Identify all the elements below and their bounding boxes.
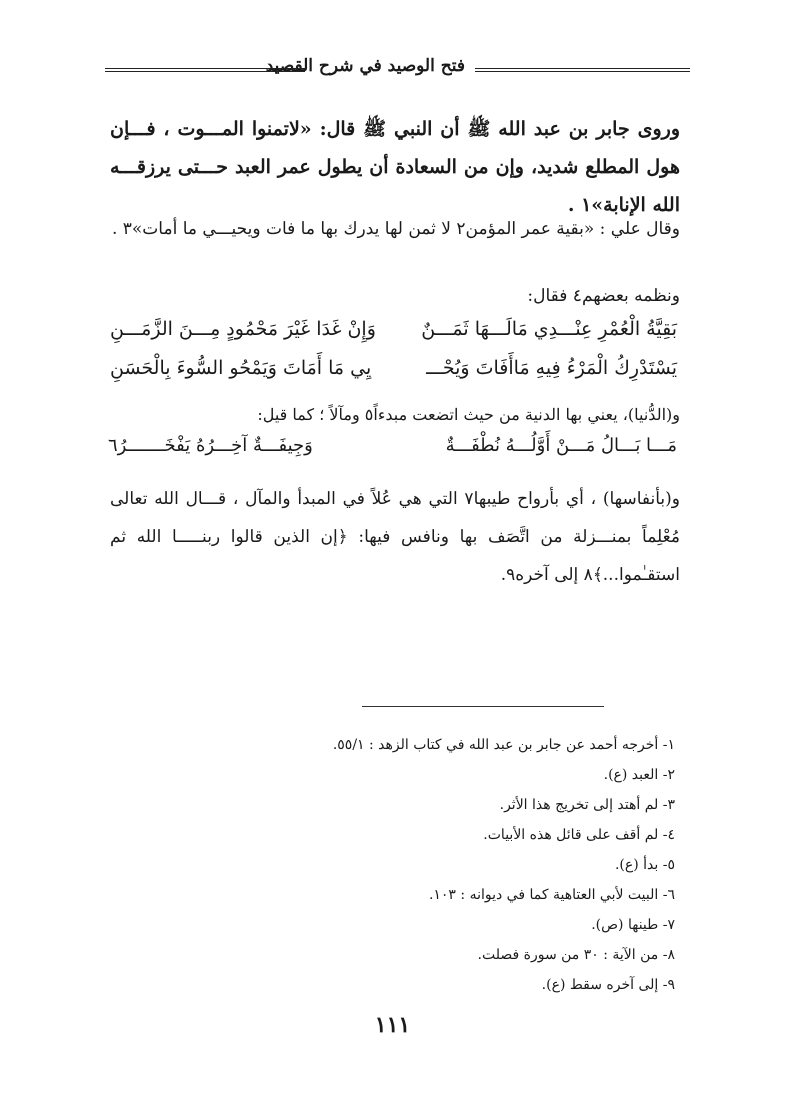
verse-2-second-hemistich: يِي مَا أَمَاتَ وَيَمْحُو السُّوءَ بِالْحَسَنِ	[110, 357, 372, 379]
header-rule-left	[105, 68, 305, 72]
footnote-2: ٢- العبد (ع).	[603, 767, 675, 783]
verse-1-first-hemistich: بَقِيَّةُ الْعُمْرِ عِنْـــدِي مَالَـــهَا ثَمَـــنٌ	[421, 318, 677, 340]
paragraph-anfas: و(بأنفاسها) ، أي بأرواح طيبها٧ التي هي عُلاً في المبدأ والمآل ، قـــال الله تعالى مُعْلِماً بمنـــزلة من اتَّصَف بها ونافس فيها: ﴿إن الذين قالوا ربنـــــا الله ثم استقـٰموا...﴾٨ إلى آخره٩.	[110, 489, 680, 585]
verse-1-second-hemistich: وَإِنْ غَدَا غَيْرَ مَحْمُودٍ مِـــنَ الزَّمَـــنِ	[110, 318, 376, 340]
footnote-1: ١- أخرجه أحمد عن جابر بن عبد الله في كتاب الزهد : ٥٥/١.	[332, 737, 675, 753]
footnotes	[115, 730, 675, 1000]
footnote-7: ٧- طينها (ص).	[591, 917, 675, 933]
paragraph-ali-quote: وقال علي : «بقية عمر المؤمن٢ لا ثمن لها يدرك بها ما فات ويحيـــي ما أمات»٣ .	[111, 219, 680, 239]
footnote-3: ٣- لم أهتد إلى تخريج هذا الأثر.	[499, 797, 675, 813]
footnote-separator	[362, 706, 604, 707]
footnote-5: ٥- بدأ (ع).	[614, 857, 675, 873]
header-title: فتح الوصيد في شرح القصيد	[265, 56, 465, 76]
page-number: ١١١	[374, 1012, 411, 1038]
paragraph-dunya: و(الدُّنيا)، يعني بها الدنية من حيث اتضعت مبدءاً٥ ومآلاً ؛ كما قيل:	[257, 405, 680, 424]
paragraph-hadith: وروى جابر بن عبد الله ﷺ أن النبي ﷺ قال: «لاتمنوا المـــوت ، فـــإن هول المطلع شديد، وإن من السعادة أن يطول عمر العبد حـــتى يرزقـــه الله الإنابة»١ .	[110, 118, 680, 216]
footnote-4: ٤- لم أقف على قائل هذه الأبيات.	[483, 827, 675, 843]
header-rule-right	[475, 68, 690, 72]
verse-2-first-hemistich: يَسْتَدْرِكُ الْمَرْءُ فِيهِ مَاأَفَاتَ وَيُحْـــ	[426, 357, 677, 379]
footnote-6: ٦- البيت لأبي العتاهية كما في ديوانه : ١٠٣.	[428, 887, 675, 903]
paragraph-verse-intro: ونظمه بعضهم٤ فقال:	[527, 286, 680, 306]
footnote-8: ٨- من الآية : ٣٠ من سورة فصلت.	[477, 947, 675, 963]
verse-3-first-hemistich: مَـــا بَـــالُ مَـــنْ أَوَّلُـــهُ نُطْفَـــةٌ	[445, 435, 677, 456]
footnote-9: ٩- إلى آخره سقط (ع).	[541, 977, 675, 993]
running-header	[105, 52, 690, 92]
verse-3-second-hemistich: وَجِيفَـــةٌ آخِـــرُهُ يَفْخَـــــــرُ٦	[108, 435, 313, 456]
